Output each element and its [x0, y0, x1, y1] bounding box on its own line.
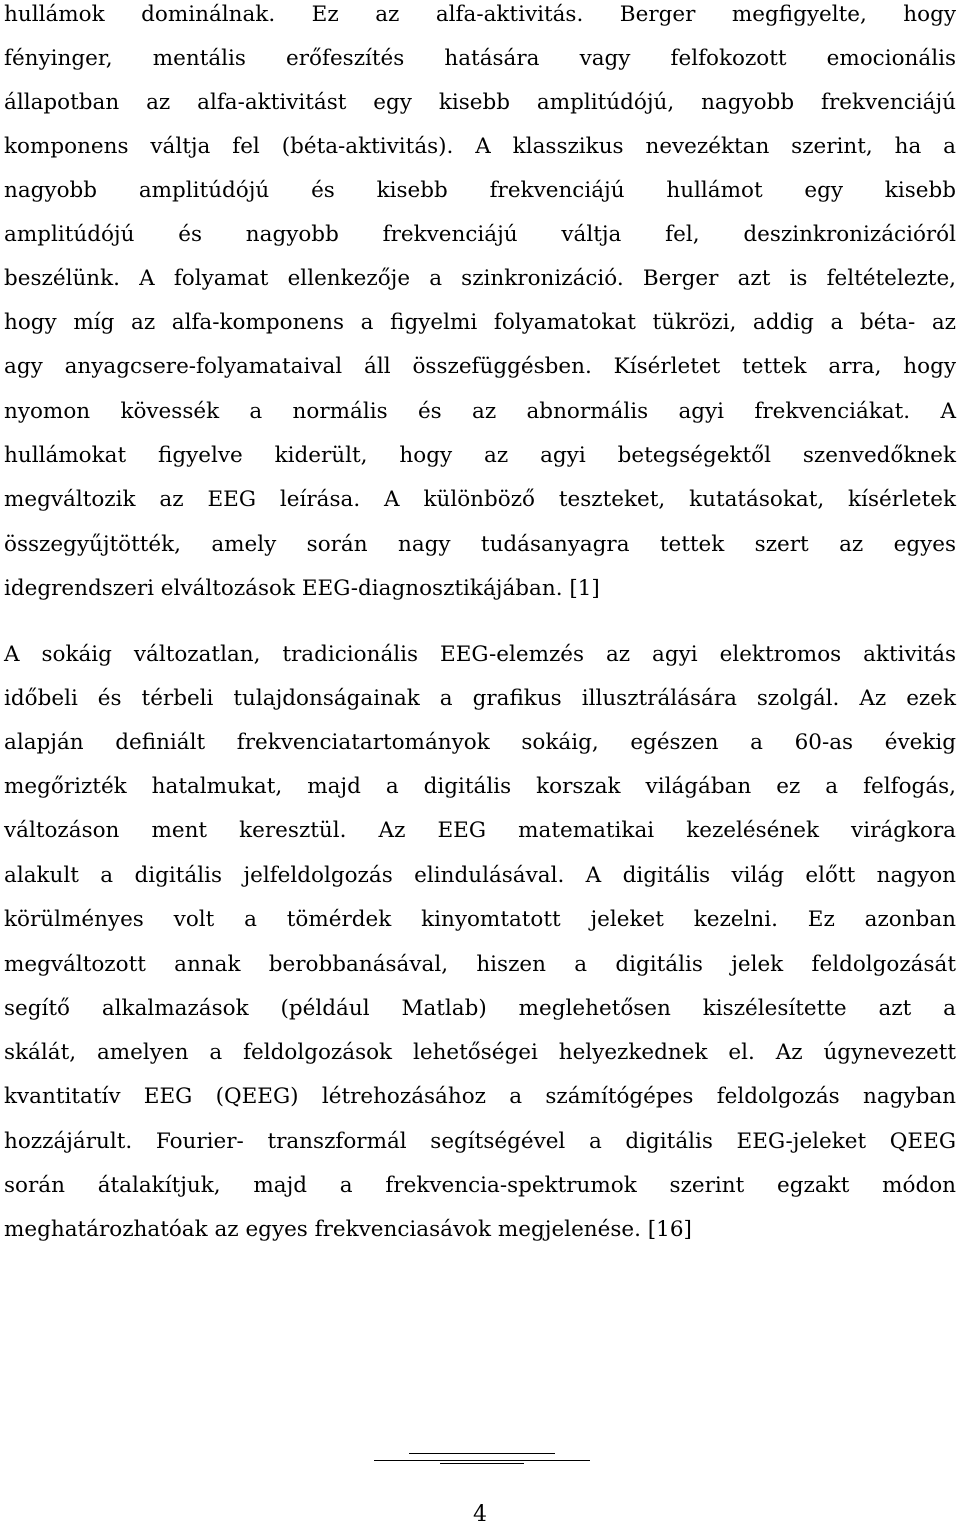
paragraph-line: időbeli és térbeli tulajdonságainak a grafikus illusztrálására szolgál. Az ezek: [4, 686, 956, 711]
paragraph-line: összegyűjtötték, amely során nagy tudásanyagra tettek szert az egyes: [4, 532, 956, 557]
paragraph-line: fényinger, mentális erőfeszítés hatására vagy felfokozott emocionális: [4, 46, 956, 71]
paragraph-line: hogy míg az alfa-komponens a figyelmi folyamatokat tükrözi, addig a béta- az: [4, 310, 956, 335]
paragraph-line: hullámok dominálnak. Ez az alfa-aktivitás. Berger megfigyelte, hogy: [4, 2, 956, 27]
paragraph-line: beszélünk. A folyamat ellenkezője a szinkronizáció. Berger azt is feltételezte,: [4, 266, 956, 291]
paragraph-line: hozzájárult. Fourier- transzformál segítségével a digitális EEG-jeleket QEEG: [4, 1129, 956, 1154]
paragraph-line: kvantitatív EEG (QEEG) létrehozásához a számítógépes feldolgozás nagyban: [4, 1084, 956, 1109]
paragraph-line: agy anyagcsere-folyamataival áll összefüggésben. Kísérletet tettek arra, hogy: [4, 354, 956, 379]
paragraph-line: állapotban az alfa-aktivitást egy kisebb amplitúdójú, nagyobb frekvenciájú: [4, 90, 956, 115]
footer-rule-top: [409, 1453, 555, 1454]
paragraph-line: amplitúdójú és nagyobb frekvenciájú váltja fel, deszinkronizációról: [4, 222, 956, 247]
paragraph-line: megváltozik az EEG leírása. A különböző teszteket, kutatásokat, kísérletek: [4, 487, 956, 512]
paragraph-line: segítő alkalmazások (például Matlab) meglehetősen kiszélesítette azt a: [4, 996, 956, 1021]
page-number: 4: [473, 1502, 487, 1527]
paragraph-line: nyomon kövessék a normális és az abnormális agyi frekvenciákat. A: [4, 399, 956, 424]
footer-rule-middle: [374, 1460, 590, 1461]
paragraph-line: skálát, amelyen a feldolgozások lehetőségei helyezkednek el. Az úgynevezett: [4, 1040, 956, 1065]
paragraph-line: alapján definiált frekvenciatartományok sokáig, egészen a 60-as évekig: [4, 730, 956, 755]
paragraph-line: hullámokat figyelve kiderült, hogy az agyi betegségektől szenvedőknek: [4, 443, 956, 468]
paragraph-line: A sokáig változatlan, tradicionális EEG-elemzés az agyi elektromos aktivitás: [4, 642, 956, 667]
paragraph-line: komponens váltja fel (béta-aktivitás). A klasszikus nevezéktan szerint, ha a: [4, 134, 956, 159]
paragraph-line: alakult a digitális jelfeldolgozás elindulásával. A digitális világ előtt nagyon: [4, 863, 956, 888]
paragraph-line: megőrizték hatalmukat, majd a digitális korszak világában ez a felfogás,: [4, 774, 956, 799]
footer-rule-bottom: [440, 1463, 524, 1464]
paragraph-line: változáson ment keresztül. Az EEG matematikai kezelésének virágkora: [4, 818, 956, 843]
paragraph-line: idegrendszeri elváltozások EEG-diagnosztikájában. [1]: [4, 576, 600, 601]
paragraph-line: meghatározhatóak az egyes frekvenciasávok megjelenése. [16]: [4, 1217, 692, 1242]
paragraph-line: megváltozott annak berobbanásával, hiszen a digitális jelek feldolgozását: [4, 952, 956, 977]
paragraph-line: nagyobb amplitúdójú és kisebb frekvenciájú hullámot egy kisebb: [4, 178, 956, 203]
paragraph-line: során átalakítjuk, majd a frekvencia-spektrumok szerint egzakt módon: [4, 1173, 956, 1198]
paragraph-line: körülményes volt a tömérdek kinyomtatott jeleket kezelni. Ez azonban: [4, 907, 956, 932]
